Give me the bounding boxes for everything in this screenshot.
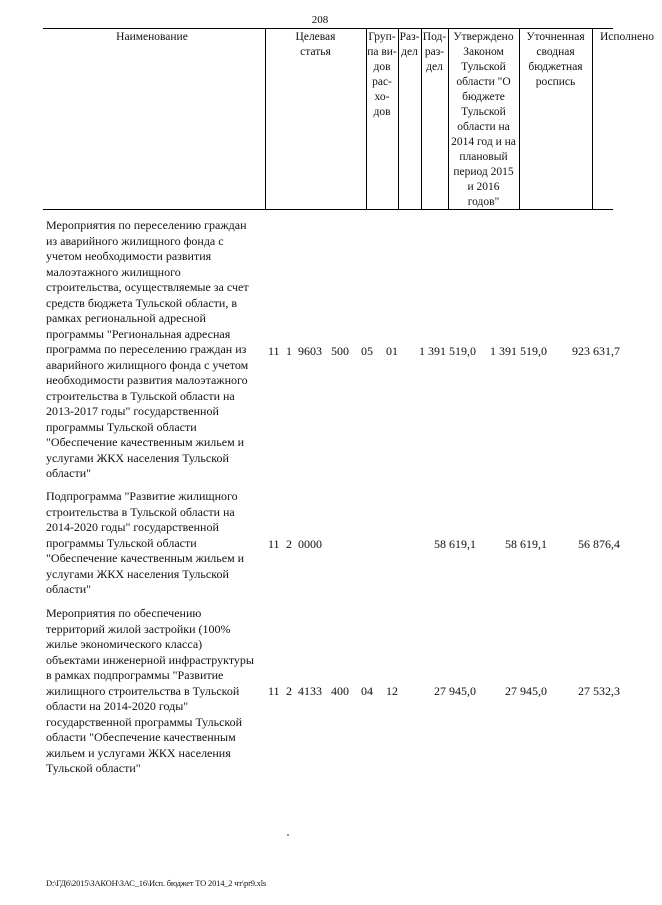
cell-refined: 27 945,0 <box>505 684 547 698</box>
header-section: Раз- дел <box>399 31 420 58</box>
code-program: 11 <box>268 684 280 698</box>
cell-section: 04 <box>361 684 373 698</box>
page-number: 208 <box>311 14 329 26</box>
table-header <box>43 28 655 210</box>
cell-refined: 58 619,1 <box>505 537 547 551</box>
header-executed: Исполнено <box>599 31 655 43</box>
cell-subsection: 01 <box>386 344 398 358</box>
row-name: Мероприятия по обеспечению территорий жилой застройки (100% жилье экономического класса) объектами инженерной инфраструктуры в рамках подпрограммы "Развитие жилищного строительства в Тульской области на 2014-2020 годы" государственной программы Тульской области "Обеспечение качественным жильем и услугами ЖКХ населения Тульской области" <box>46 606 254 775</box>
header-target: Целевая статья <box>295 31 336 58</box>
code-direction: 4133 <box>298 684 322 698</box>
scan-speck <box>287 834 289 836</box>
row-name: Подпрограмма "Развитие жилищного строительства в Тульской области на 2014-2020 годы" государственной программы Тульской области "Обеспечение качественным жильем и услугами ЖКХ населения Тульской области" <box>46 489 245 596</box>
cell-executed: 56 876,4 <box>578 537 620 551</box>
code-program: 11 <box>268 344 280 358</box>
header-group: Груп- па ви- дов рас- хо- дов <box>367 31 397 118</box>
header-name: Наименование <box>116 31 188 43</box>
code-program: 11 <box>268 537 280 551</box>
file-path-footer: D:\ГД6\2015\ЗАКОН\ЗАС_16\Исп. бюджет ТО 2014_2 чт\pr9.xls <box>46 878 266 888</box>
code-direction: 9603 <box>298 344 322 358</box>
cell-group: 500 <box>331 344 349 358</box>
cell-executed: 923 631,7 <box>572 344 620 358</box>
row-name: Мероприятия по переселению граждан из аварийного жилищного фонда с учетом необходимости развития малоэтажного жилищного строительства, осуществляемые за счет средств бюджета Тульской области, в рамках региональной адресной программы "Региональная адресная программа по переселению граждан из аварийного жилищного фонда с учетом необходимости развития малоэтажного строительства в Тульской области на 2013-2017 годы" государственной программы Тульской области "Обеспечение качественным жильем и услугами ЖКХ населения Тульской области" <box>46 218 249 480</box>
header-refined: Уточненная сводная бюджетная роспись <box>526 31 585 88</box>
code-subprogram: 2 <box>286 537 292 551</box>
cell-approved: 1 391 519,0 <box>419 344 476 358</box>
header-approved: Утверждено Законом Тульской области "О бюджете Тульской области на 2014 год и на плановый период 2015 и 2016 годов" <box>451 31 516 208</box>
cell-subsection: 12 <box>386 684 398 698</box>
code-subprogram: 2 <box>286 684 292 698</box>
cell-approved: 27 945,0 <box>434 684 476 698</box>
code-subprogram: 1 <box>286 344 292 358</box>
cell-approved: 58 619,1 <box>434 537 476 551</box>
cell-refined: 1 391 519,0 <box>490 344 547 358</box>
header-subsection: Под- раз- дел <box>422 31 447 73</box>
code-direction: 0000 <box>298 537 322 551</box>
cell-executed: 27 532,3 <box>578 684 620 698</box>
cell-section: 05 <box>361 344 373 358</box>
cell-group: 400 <box>331 684 349 698</box>
